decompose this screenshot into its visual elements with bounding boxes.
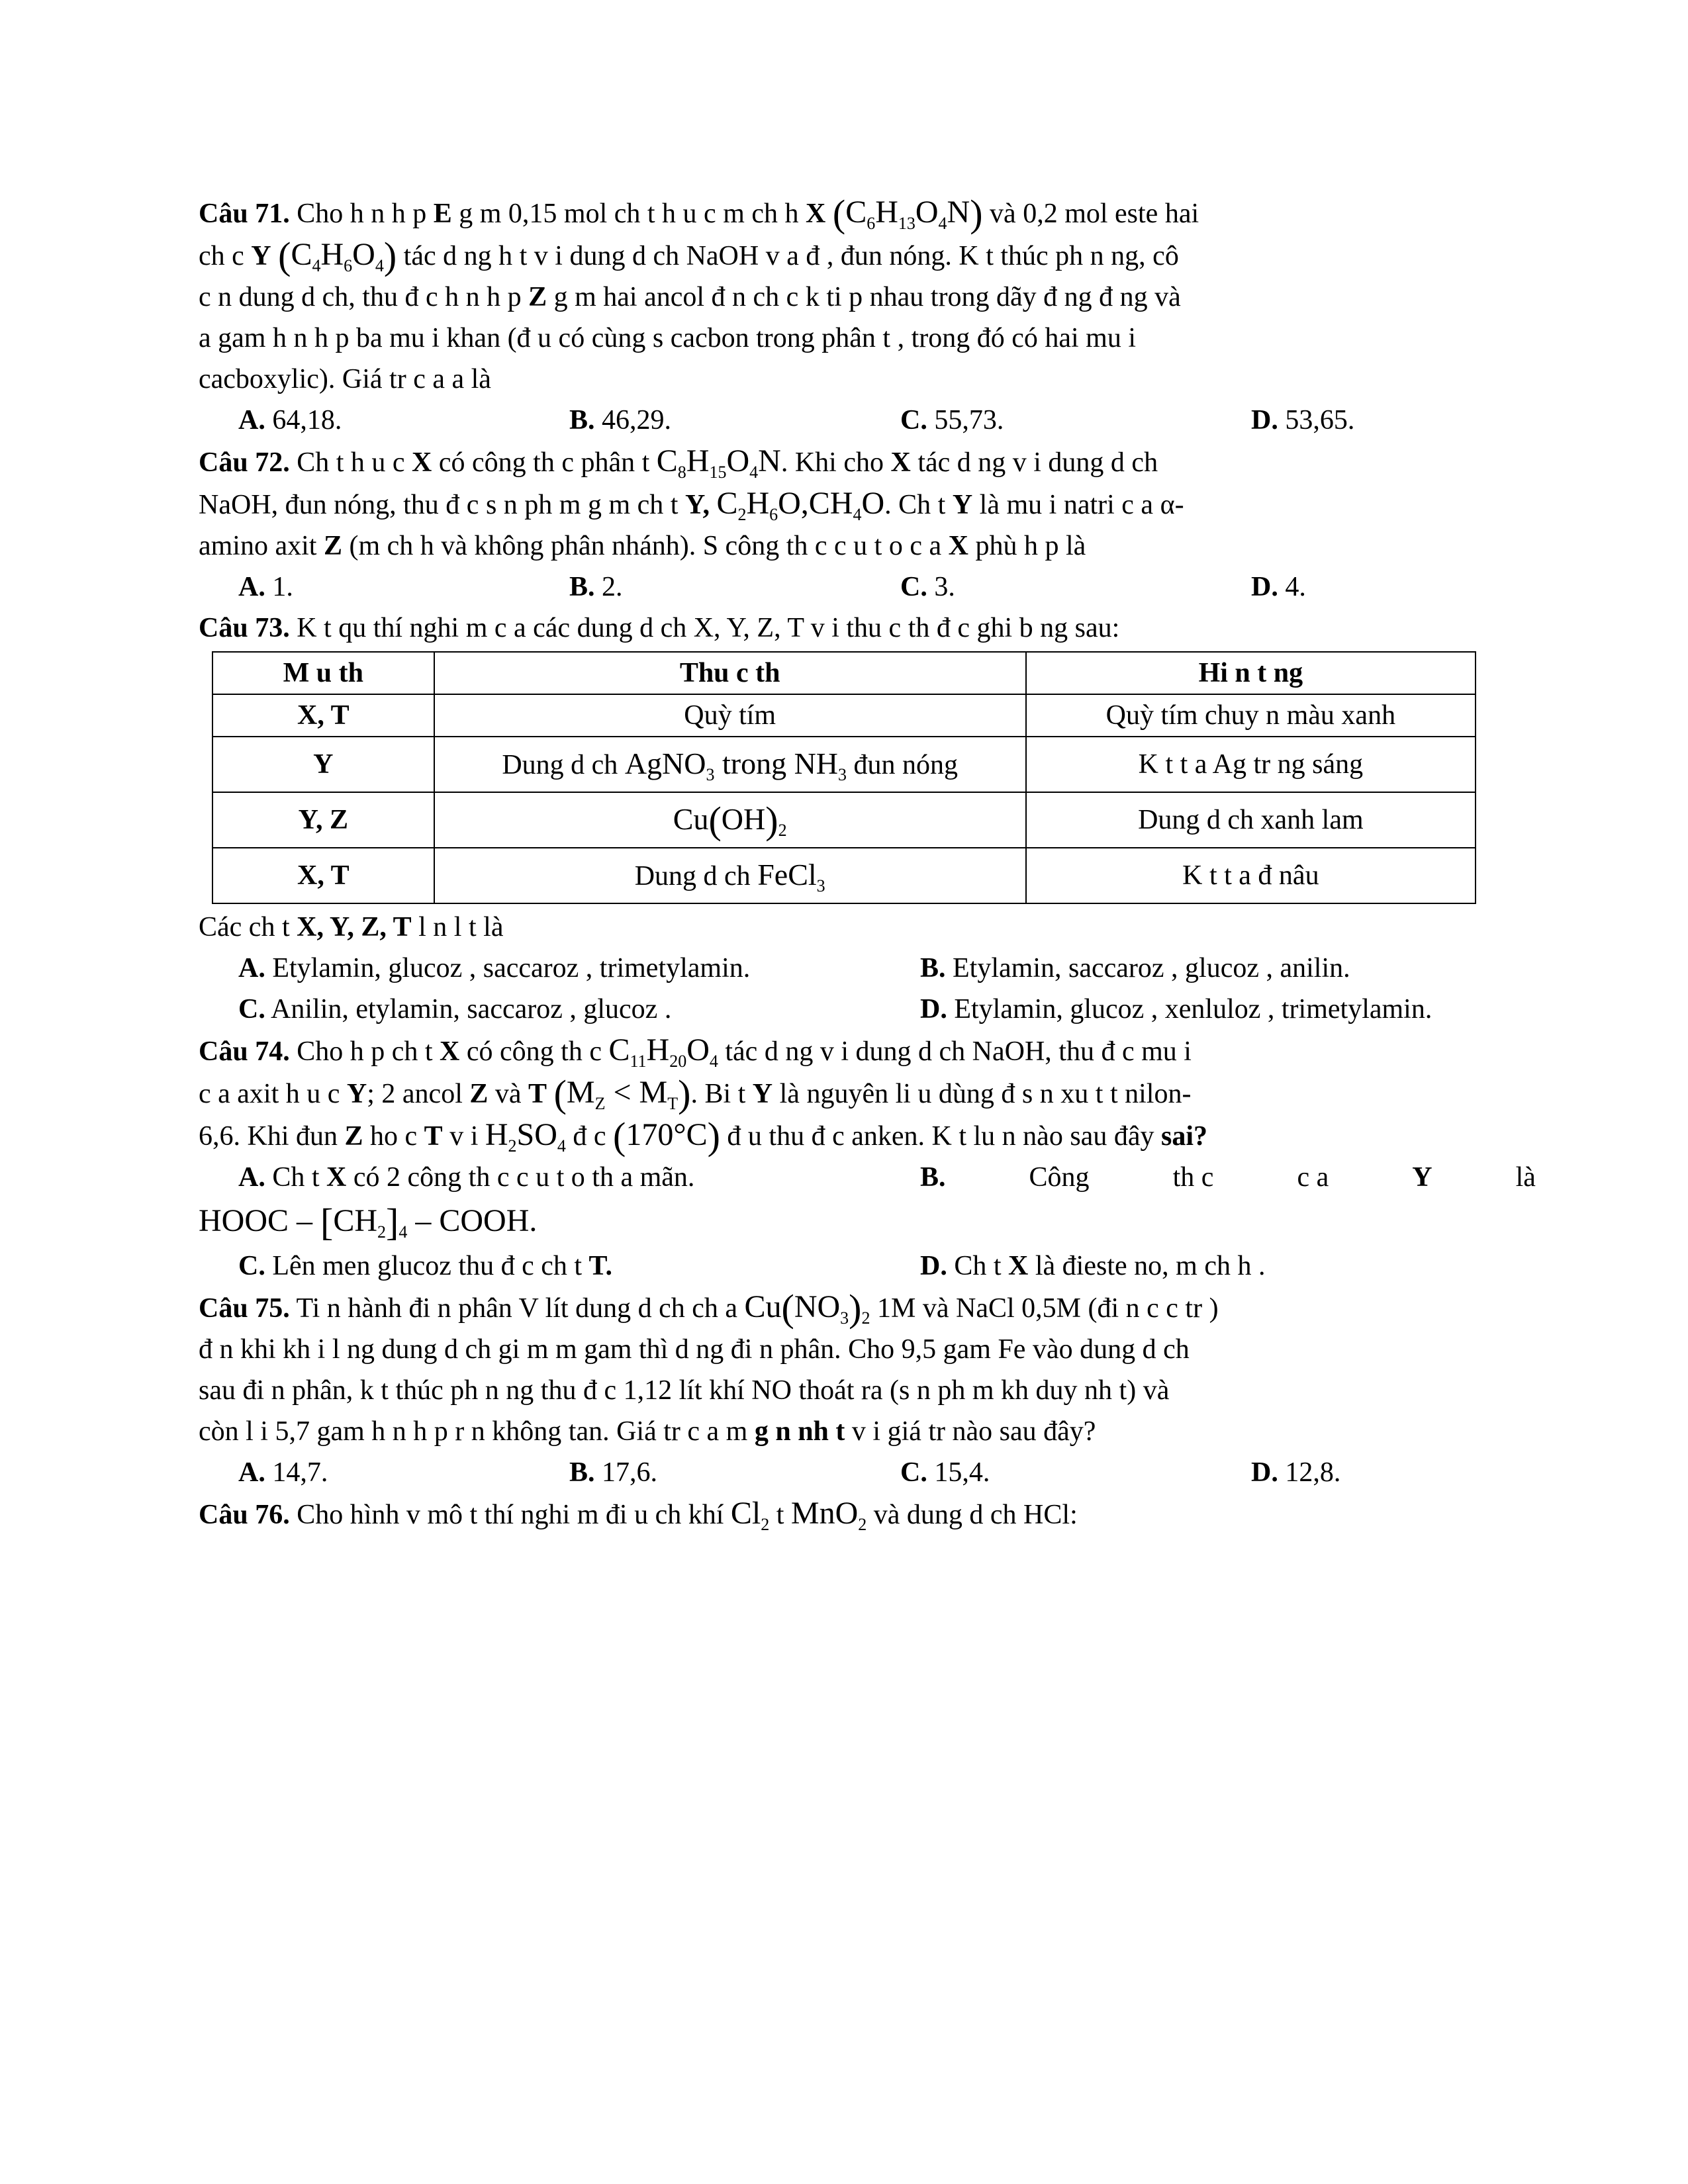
q74-line-1: Câu 74. Cho h p ch t X có công th c $C_{11}H_{20}O_4$ tác d ng v i dung d ch NaOH, thu đ c mu i (199, 1032, 1192, 1071)
q72-answer-c[interactable]: C. 3. (900, 572, 955, 602)
q71-answers (199, 400, 1496, 441)
q75-answer-c[interactable]: C. 15,4. (900, 1457, 990, 1488)
question-74 (199, 1030, 1536, 1287)
q71-answer-a[interactable]: A. 64,18. (238, 405, 342, 435)
q73-answer-c[interactable]: C. Anilin, etylamin, saccaroz , glucoz . (238, 994, 672, 1024)
q71-line-3: c n dung d ch, thu đ c h n h p Z g m hai ancol đ n ch c k ti p nhau trong dãy đ ng đ ng và (199, 282, 1181, 312)
q74-answers-ab (199, 1157, 1536, 1198)
q75-line-3: sau đi n phân, k t thúc ph n ng thu đ c 1,12 lít khí NO thoát ra (s n ph m kh duy nh t) và (199, 1375, 1170, 1406)
question-76 (199, 1493, 1496, 1535)
q75-label: Câu 75. (199, 1293, 290, 1324)
q74-answer-b-formula: HOOC – $[CH_2]_4$ – COOH. (199, 1201, 538, 1244)
q71-answer-d[interactable]: D. 53,65. (1251, 405, 1355, 435)
formula-products: $C_2H_6O,CH_4O$ (716, 486, 885, 524)
q73-after-table: Các ch t X, Y, Z, T l n l t là (199, 912, 504, 942)
q75-answer-b[interactable]: B. 17,6. (569, 1457, 658, 1488)
q74-answer-b[interactable]: B. Công th c c a Y là (920, 1162, 1536, 1193)
q76-line-1: Câu 76. Cho hình v mô t thí nghi m đi u ch khí $Cl_2$ t MnO$_2$ và dung d ch HCl: (199, 1496, 1078, 1534)
q71-answer-b[interactable]: B. 46,29. (569, 405, 672, 435)
q74-answer-a[interactable]: A. Ch t X có 2 công th c c u t o th a mãn. (238, 1162, 695, 1193)
q74-line-2: c a axit h u c Y; 2 ancol Z và T $(M_Z < M_T)$. Bi t Y là nguyên li u dùng đ s n xu t t nilon- (199, 1072, 1192, 1115)
q71-label: Câu 71. (199, 199, 290, 229)
q73-answer-a[interactable]: A. Etylamin, glucoz , saccaroz , trimetylamin. (238, 953, 751, 983)
q71-line-2: ch c Y $(C_4H_6O_4)$ tác d ng h t v i dung d ch NaOH v a đ , đun nóng. K t thúc ph n ng, cô (199, 234, 1179, 277)
reagent-fecl3: Dung d ch FeCl$_3$ (434, 848, 1026, 903)
q75-answers (199, 1452, 1496, 1493)
q71-line-5: cacboxylic). Giá tr c a a là (199, 364, 491, 394)
q75-answer-d[interactable]: D. 12,8. (1251, 1457, 1341, 1488)
q74-label: Câu 74. (199, 1036, 290, 1067)
q74-answer-c[interactable]: C. Lên men glucoz thu đ c ch t T. (238, 1251, 612, 1281)
q76-label: Câu 76. (199, 1500, 290, 1530)
q72-label: Câu 72. (199, 447, 290, 478)
table-row: Y Dung d ch AgNO$_3$ trong $NH_3$ đun nóng K t t a Ag tr ng sáng (212, 737, 1476, 792)
q73-answer-b[interactable]: B. Etylamin, saccaroz , glucoz , anilin. (920, 953, 1350, 983)
q74-line-3: 6,6. Khi đun Z ho c T v i $H_2SO_4$ đ c (170°C) đ u thu đ c anken. K t lu n nào sau đây sai? (199, 1115, 1207, 1158)
reagent-cuoh2: $Cu(OH)_2$ (434, 792, 1026, 848)
q75-line-4: còn l i 5,7 gam h n h p r n không tan. Giá tr c a m g n nh t v i giá tr nào sau đây? (199, 1416, 1096, 1447)
q72-answer-a[interactable]: A. 1. (238, 572, 293, 602)
q75-line-1: Câu 75. Ti n hành đi n phân V lít dung d ch ch a $Cu(NO_3)_2$ 1M và NaCl 0,5M (đi n c c tr ) (199, 1287, 1219, 1330)
q72-answer-b[interactable]: B. 2. (569, 572, 623, 602)
table-header: M u th Thu c th Hi n t ng (212, 652, 1476, 694)
formula-x71: $(C_6H_{13}O_4N)$ (832, 192, 983, 235)
table-row: X, T Dung d ch FeCl$_3$ K t t a đ nâu (212, 848, 1476, 903)
exam-page (199, 192, 1536, 1535)
q71-line-4: a gam h n h p ba mu i khan (đ u có cùng s cacbon trong phân t , trong đó có hai mu i (199, 323, 1137, 353)
q73-answer-d[interactable]: D. Etylamin, glucoz , xenluloz , trimetylamin. (920, 994, 1432, 1024)
q72-line-1: Câu 72. Ch t h u c X có công th c phân t $C_8H_{15}O_4N$. Khi cho X tác d ng v i dung d ch (199, 443, 1158, 482)
q75-line-2: đ n khi kh i l ng dung d ch gi m m gam thì d ng đi n phân. Cho 9,5 gam Fe vào dung d ch (199, 1334, 1190, 1365)
q73-answers (199, 948, 1496, 1030)
question-71 (199, 192, 1496, 441)
formula-h2so4: $H_2SO_4$ (485, 1117, 566, 1156)
formula-cl2: $Cl_2$ (730, 1496, 770, 1534)
observation-table (212, 651, 1476, 904)
q72-line-3: amino axit Z (m ch h và không phân nhánh). S công th c c u t o c a X phù h p là (199, 531, 1086, 561)
formula-x72: $C_8H_{15}O_4N$ (656, 443, 781, 482)
formula-mno2: MnO$_2$ (790, 1496, 867, 1534)
q71-line-1: Câu 71. Cho h n h p E g m 0,15 mol ch t h u c m ch h X $(C_6H_{13}O_4N)$ và 0,2 mol este hai (199, 192, 1199, 235)
formula-x74: $C_{11}H_{20}O_4$ (608, 1032, 718, 1071)
q71-answer-c[interactable]: C. 55,73. (900, 405, 1004, 435)
q74-answers-cd (199, 1246, 1496, 1287)
question-73 (199, 608, 1496, 1030)
formula-cuno3: $Cu(NO_3)_2$ (744, 1287, 870, 1330)
q72-line-2: NaOH, đun nóng, thu đ c s n ph m g m ch t Y, $C_2H_6O,CH_4O$. Ch t Y là mu i natri c a α- (199, 486, 1184, 524)
q75-answer-a[interactable]: A. 14,7. (238, 1457, 328, 1488)
table-row: X, T Quỳ tím Quỳ tím chuy n màu xanh (212, 694, 1476, 737)
q72-answer-d[interactable]: D. 4. (1251, 572, 1306, 602)
formula-mz-mt: $(M_Z < M_T)$ (553, 1072, 691, 1115)
reagent-agno3: Dung d ch AgNO$_3$ trong $NH_3$ đun nóng (434, 737, 1026, 792)
question-75 (199, 1287, 1496, 1493)
q72-answers (199, 567, 1496, 608)
table-row: Y, Z $Cu(OH)_2$ Dung d ch xanh lam (212, 792, 1476, 848)
temperature: (170°C) (613, 1115, 720, 1158)
formula-y71: $(C_4H_6O_4)$ (278, 234, 397, 277)
q74-answer-d[interactable]: D. Ch t X là đieste no, m ch h . (920, 1251, 1266, 1281)
q73-label: Câu 73. (199, 613, 290, 643)
question-72 (199, 441, 1496, 608)
q73-line-1: Câu 73. K t qu thí nghi m c a các dung d ch X, Y, Z, T v i thu c th đ c ghi b ng sau: (199, 613, 1120, 643)
